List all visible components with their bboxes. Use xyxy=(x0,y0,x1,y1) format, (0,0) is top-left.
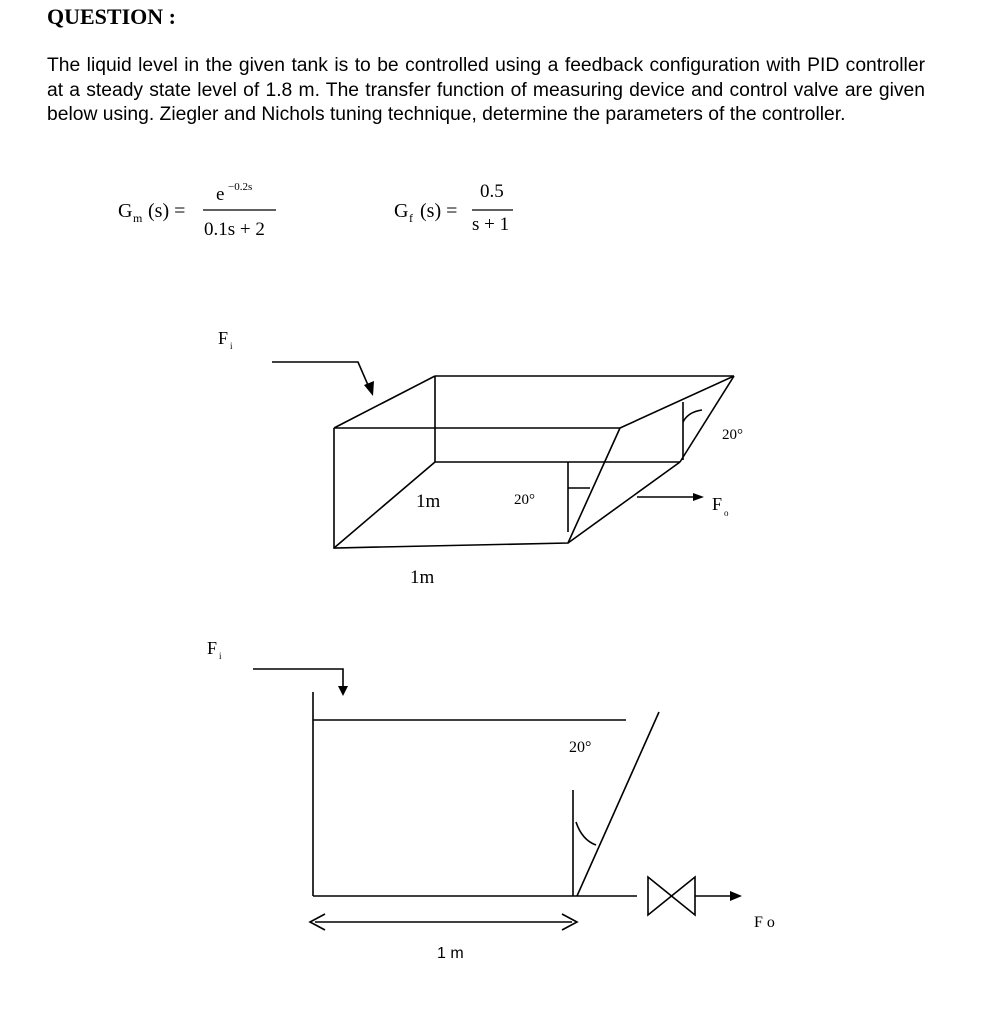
fig1-inflow-pipe xyxy=(272,362,371,392)
fig1-outflow-sub: o xyxy=(724,508,729,518)
fig1-outflow-label: F xyxy=(712,494,723,514)
gm-denominator: 0.1s + 2 xyxy=(204,219,265,240)
fig2-outflow-label: F o xyxy=(754,914,775,931)
fig1-width-label: 1m xyxy=(410,567,435,588)
fig2-outflow-arrowhead xyxy=(730,891,742,901)
gm-numerator-base: e xyxy=(216,184,225,205)
fig1-angle-top-label: 20° xyxy=(722,427,743,443)
fig1-depth-label: 1m xyxy=(416,491,441,512)
fig1-floor-right-edge xyxy=(568,462,680,543)
tank-3d-figure xyxy=(218,328,743,588)
gf-denominator: s + 1 xyxy=(472,214,510,235)
fig2-angle-arc xyxy=(576,822,596,845)
gf-symbol: G xyxy=(394,200,409,222)
fig1-inflow-arrowhead xyxy=(364,381,374,396)
gm-subscript: m xyxy=(133,211,143,225)
gf-numerator: 0.5 xyxy=(480,181,504,202)
fig2-inflow-sub: i xyxy=(219,651,222,661)
fig1-angle-front-label: 20° xyxy=(514,492,535,508)
fig2-inflow-label: F xyxy=(207,638,218,658)
fig2-angle-label: 20° xyxy=(569,739,592,756)
gf-subscript: f xyxy=(409,211,413,225)
gm-argument: (s) = xyxy=(148,200,186,222)
fig1-back-angle-arc xyxy=(683,410,702,422)
gm-transfer-function xyxy=(118,181,276,240)
fig2-width-label: 1 m xyxy=(437,945,464,962)
fig1-top-left-edge xyxy=(334,376,435,428)
gf-transfer-function xyxy=(394,181,513,235)
fig2-inflow-arrowhead xyxy=(338,686,348,696)
question-heading: QUESTION : xyxy=(47,4,176,29)
gm-numerator-exponent: −0.2s xyxy=(228,181,253,193)
fig1-inflow-label: F xyxy=(218,328,229,348)
fig1-inflow-sub: i xyxy=(230,341,233,351)
gf-argument: (s) = xyxy=(420,200,458,222)
question-text: The liquid level in the given tank is to be controlled using a feedback configuration with PID controller at a steady state level of 1.8 m. The transfer function of measuring device and control valve are given below using. Ziegler and Nichols tuning technique, determine the parameters of the controller. xyxy=(47,55,925,125)
fig2-inflow-pipe xyxy=(253,669,343,688)
gm-symbol: G xyxy=(118,200,133,222)
fig1-outflow-arrowhead xyxy=(693,493,704,501)
tank-section-figure xyxy=(207,638,775,962)
fig2-valve-icon xyxy=(648,877,695,915)
